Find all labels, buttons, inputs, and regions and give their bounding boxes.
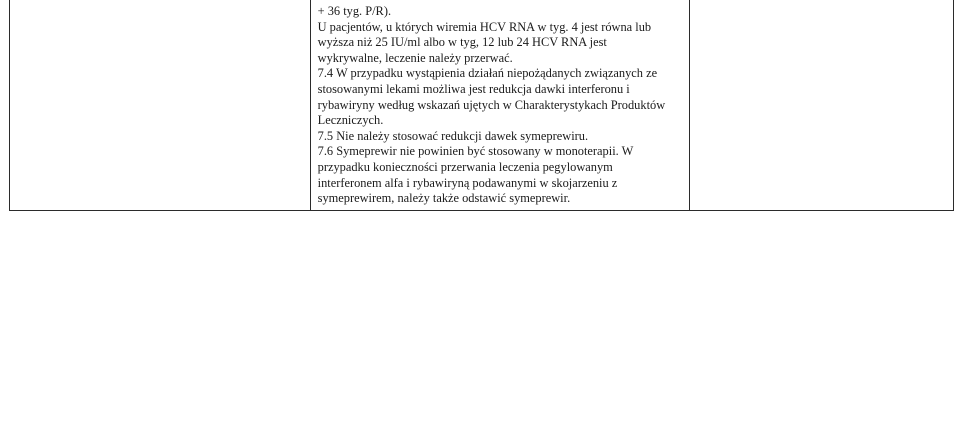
text-line: + 36 tyg. P/R). [317,4,392,18]
text-line: interferonem alfa i rybawiryną podawanymi w skojarzeniu z [317,175,618,190]
text-line: stosowanymi lekami możliwa jest redukcja dawki interferonu i [317,81,630,96]
text-line: 7.6 Symeprewir nie powinien być stosowany w monoterapii. W [317,144,634,159]
table-row [10,0,954,210]
right-column-cell [690,0,954,210]
left-column-cell [10,0,311,210]
text-line: przypadku konieczności przerwania leczenia pegylowanym [317,159,613,174]
content-table [9,0,954,211]
treatment-text-block [311,0,690,210]
text-line: wyższa niż 25 IU/ml albo w tyg, 12 lub 24 HCV RNA jest [317,35,607,50]
text-line: rybawiryny według wskazań ujętych w Charakterystykach Produktów [317,97,666,112]
text-line: U pacjentów, u których wiremia HCV RNA w tyg. 4 jest równa lub [317,19,652,34]
text-line: 7.5 Nie należy stosować redukcji dawek symeprewiru. [317,128,589,143]
text-line: 7.4 W przypadku wystąpienia działań niepożądanych związanych ze [317,66,658,81]
text-line: symeprewirem, należy także odstawić symeprewir. [317,191,571,206]
text-line: wykrywalne, leczenie należy przerwać. [317,50,513,65]
middle-column-cell [310,0,690,210]
text-line: Leczniczych. [317,113,384,128]
